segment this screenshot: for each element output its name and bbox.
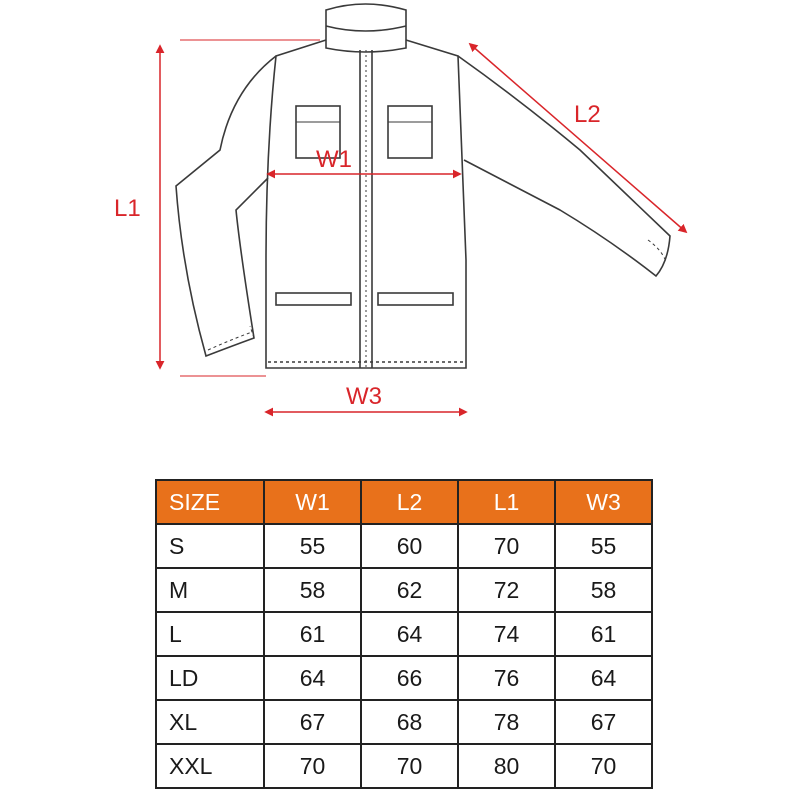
l2-cell: 68 [361, 700, 458, 744]
header-w3: W3 [555, 480, 652, 524]
size-cell: LD [156, 656, 264, 700]
w3-cell: 70 [555, 744, 652, 788]
jacket-outline [176, 4, 670, 368]
w3-cell: 67 [555, 700, 652, 744]
header-size: SIZE [156, 480, 264, 524]
w1-cell: 67 [264, 700, 361, 744]
right-lower-pocket [378, 293, 453, 305]
size-cell: L [156, 612, 264, 656]
l1-cell: 72 [458, 568, 555, 612]
dimension-lines [160, 40, 686, 412]
l1-cell: 76 [458, 656, 555, 700]
l2-cell: 62 [361, 568, 458, 612]
w3-cell: 64 [555, 656, 652, 700]
size-cell: S [156, 524, 264, 568]
left-lower-pocket [276, 293, 351, 305]
left-sleeve [176, 56, 276, 356]
w3-label: W3 [346, 383, 382, 410]
l2-arrow [470, 44, 686, 232]
l1-cell: 74 [458, 612, 555, 656]
header-w1: W1 [264, 480, 361, 524]
header-l2: L2 [361, 480, 458, 524]
l2-label: L2 [574, 101, 601, 128]
right-chest-pocket [388, 106, 432, 158]
w1-cell: 61 [264, 612, 361, 656]
size-cell: XXL [156, 744, 264, 788]
w1-cell: 58 [264, 568, 361, 612]
right-sleeve [458, 56, 670, 276]
table-row [156, 744, 652, 788]
table-row [156, 700, 652, 744]
l1-cell: 70 [458, 524, 555, 568]
table-row [156, 656, 652, 700]
w1-label: W1 [316, 146, 352, 173]
size-cell: M [156, 568, 264, 612]
table-row [156, 524, 652, 568]
size-table [155, 479, 653, 789]
w3-cell: 58 [555, 568, 652, 612]
w1-cell: 70 [264, 744, 361, 788]
w3-cell: 61 [555, 612, 652, 656]
l1-cell: 80 [458, 744, 555, 788]
table-row [156, 568, 652, 612]
l2-cell: 66 [361, 656, 458, 700]
l1-cell: 78 [458, 700, 555, 744]
size-cell: XL [156, 700, 264, 744]
header-l1: L1 [458, 480, 555, 524]
l2-cell: 64 [361, 612, 458, 656]
table-row [156, 612, 652, 656]
l2-cell: 70 [361, 744, 458, 788]
w1-cell: 55 [264, 524, 361, 568]
size-table-header-row [156, 480, 652, 524]
w3-cell: 55 [555, 524, 652, 568]
w1-cell: 64 [264, 656, 361, 700]
l2-cell: 60 [361, 524, 458, 568]
jacket-body [266, 40, 466, 368]
l1-label: L1 [114, 195, 141, 222]
